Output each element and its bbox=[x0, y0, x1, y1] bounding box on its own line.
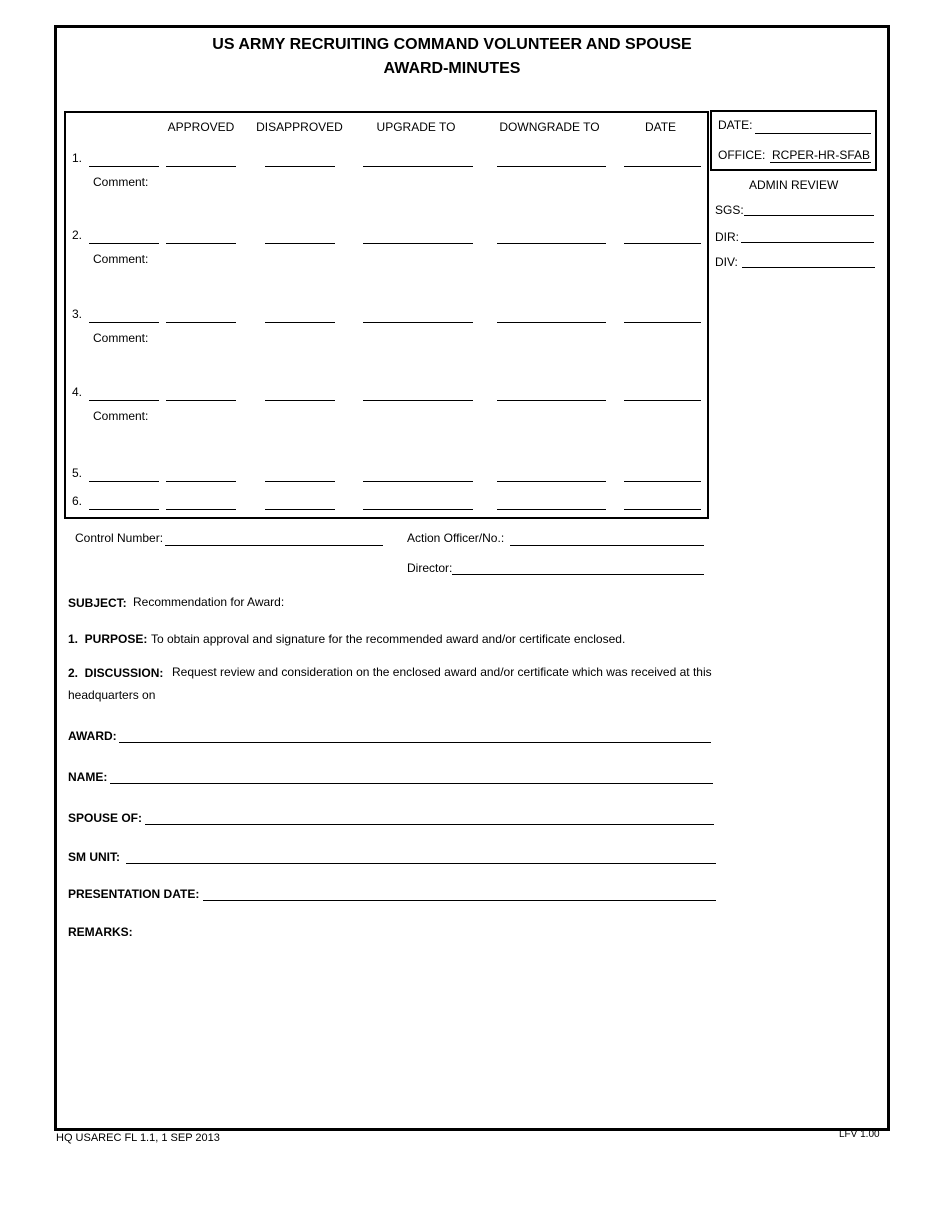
sm-unit-label: SM UNIT: bbox=[68, 850, 120, 864]
subject-text: Recommendation for Award: bbox=[133, 595, 285, 609]
office-label: OFFICE: bbox=[718, 148, 766, 162]
row-6-approved-field[interactable] bbox=[166, 509, 236, 510]
row-1-downgrade-to-field[interactable] bbox=[497, 166, 606, 167]
dir-field[interactable] bbox=[741, 242, 874, 243]
row-comment-label: Comment: bbox=[93, 331, 149, 345]
row-3-upgrade-to-field[interactable] bbox=[363, 322, 473, 323]
name-field[interactable] bbox=[110, 783, 713, 784]
purpose-text: To obtain approval and signature for the recommended award and/or certificate enclosed. bbox=[151, 632, 626, 646]
spouse-of-label: SPOUSE OF: bbox=[68, 811, 143, 825]
control-number-field[interactable] bbox=[165, 545, 383, 546]
row-2-downgrade-to-field[interactable] bbox=[497, 243, 606, 244]
row-3-date-field[interactable] bbox=[624, 322, 701, 323]
row-6-date-field[interactable] bbox=[624, 509, 701, 510]
presentation-date-label: PRESENTATION DATE: bbox=[68, 887, 200, 901]
award-label: AWARD: bbox=[68, 729, 117, 743]
row-5-approved-field[interactable] bbox=[166, 481, 236, 482]
row-comment-label: Comment: bbox=[93, 175, 149, 189]
row-5-upgrade-to-field[interactable] bbox=[363, 481, 473, 482]
director-field[interactable] bbox=[452, 574, 704, 575]
row-number: 1. bbox=[72, 151, 83, 165]
div-field[interactable] bbox=[742, 267, 875, 268]
row-3-approved-field[interactable] bbox=[166, 322, 236, 323]
discussion-text-2: headquarters on bbox=[68, 688, 156, 702]
row-number: 5. bbox=[72, 466, 83, 480]
dir-label: DIR: bbox=[715, 230, 739, 244]
form-title-line1: US ARMY RECRUITING COMMAND VOLUNTEER AND SPOUSE bbox=[212, 36, 692, 53]
row-4-date-field[interactable] bbox=[624, 400, 701, 401]
form-title-line2: AWARD-MINUTES bbox=[383, 60, 521, 77]
date-field[interactable] bbox=[755, 133, 871, 134]
form-version: LFV 1.00 bbox=[839, 1129, 880, 1140]
row-3-disapproved-field[interactable] bbox=[265, 322, 335, 323]
control-number-label: Control Number: bbox=[75, 531, 164, 545]
row-number: 2. bbox=[72, 228, 83, 242]
row-4-disapproved-field[interactable] bbox=[265, 400, 335, 401]
presentation-date-field[interactable] bbox=[203, 900, 716, 901]
name-label: NAME: bbox=[68, 770, 108, 784]
row-6-downgrade-to-field[interactable] bbox=[497, 509, 606, 510]
row-1-upgrade-to-field[interactable] bbox=[363, 166, 473, 167]
row-1-number-field[interactable] bbox=[89, 166, 159, 167]
row-number: 4. bbox=[72, 385, 83, 399]
form-number: HQ USAREC FL 1.1, 1 SEP 2013 bbox=[56, 1132, 220, 1144]
row-5-date-field[interactable] bbox=[624, 481, 701, 482]
award-field[interactable] bbox=[119, 742, 711, 743]
row-6-disapproved-field[interactable] bbox=[265, 509, 335, 510]
header-approved: APPROVED bbox=[167, 120, 235, 134]
row-6-upgrade-to-field[interactable] bbox=[363, 509, 473, 510]
row-2-disapproved-field[interactable] bbox=[265, 243, 335, 244]
row-1-disapproved-field[interactable] bbox=[265, 166, 335, 167]
row-5-number-field[interactable] bbox=[89, 481, 159, 482]
row-5-disapproved-field[interactable] bbox=[265, 481, 335, 482]
sgs-field[interactable] bbox=[744, 215, 874, 216]
row-number: 3. bbox=[72, 307, 83, 321]
office-field[interactable] bbox=[770, 162, 871, 163]
row-3-number-field[interactable] bbox=[89, 322, 159, 323]
div-label: DIV: bbox=[715, 255, 738, 269]
date-label: DATE: bbox=[718, 118, 753, 132]
sm-unit-field[interactable] bbox=[126, 863, 716, 864]
action-officer-field[interactable] bbox=[510, 545, 704, 546]
remarks-label: REMARKS: bbox=[68, 925, 133, 939]
row-number: 6. bbox=[72, 494, 83, 508]
purpose-label: 1. PURPOSE: bbox=[68, 632, 148, 646]
row-2-number-field[interactable] bbox=[89, 243, 159, 244]
header-upgrade-to: UPGRADE TO bbox=[376, 120, 456, 134]
discussion-label: 2. DISCUSSION: bbox=[68, 666, 164, 680]
subject-label: SUBJECT: bbox=[68, 596, 127, 610]
header-date: DATE bbox=[644, 120, 677, 134]
director-label: Director: bbox=[407, 561, 453, 575]
row-1-date-field[interactable] bbox=[624, 166, 701, 167]
row-2-date-field[interactable] bbox=[624, 243, 701, 244]
row-4-upgrade-to-field[interactable] bbox=[363, 400, 473, 401]
spouse-of-field[interactable] bbox=[145, 824, 714, 825]
row-2-upgrade-to-field[interactable] bbox=[363, 243, 473, 244]
row-5-downgrade-to-field[interactable] bbox=[497, 481, 606, 482]
row-comment-label: Comment: bbox=[93, 252, 149, 266]
decision-grid bbox=[64, 111, 709, 519]
office-value: RCPER-HR-SFAB bbox=[772, 148, 871, 162]
row-2-approved-field[interactable] bbox=[166, 243, 236, 244]
row-4-approved-field[interactable] bbox=[166, 400, 236, 401]
header-downgrade-to: DOWNGRADE TO bbox=[499, 120, 600, 134]
row-1-approved-field[interactable] bbox=[166, 166, 236, 167]
remarks-field[interactable] bbox=[68, 945, 878, 1115]
row-4-downgrade-to-field[interactable] bbox=[497, 400, 606, 401]
admin-review-title: ADMIN REVIEW bbox=[749, 178, 839, 192]
row-comment-label: Comment: bbox=[93, 409, 149, 423]
row-4-number-field[interactable] bbox=[89, 400, 159, 401]
row-6-number-field[interactable] bbox=[89, 509, 159, 510]
action-officer-label: Action Officer/No.: bbox=[407, 531, 505, 545]
header-disapproved: DISAPPROVED bbox=[256, 120, 343, 134]
sgs-label: SGS: bbox=[715, 203, 744, 217]
row-3-downgrade-to-field[interactable] bbox=[497, 322, 606, 323]
discussion-text: Request review and consideration on the enclosed award and/or certificate which was received at this bbox=[172, 665, 712, 679]
